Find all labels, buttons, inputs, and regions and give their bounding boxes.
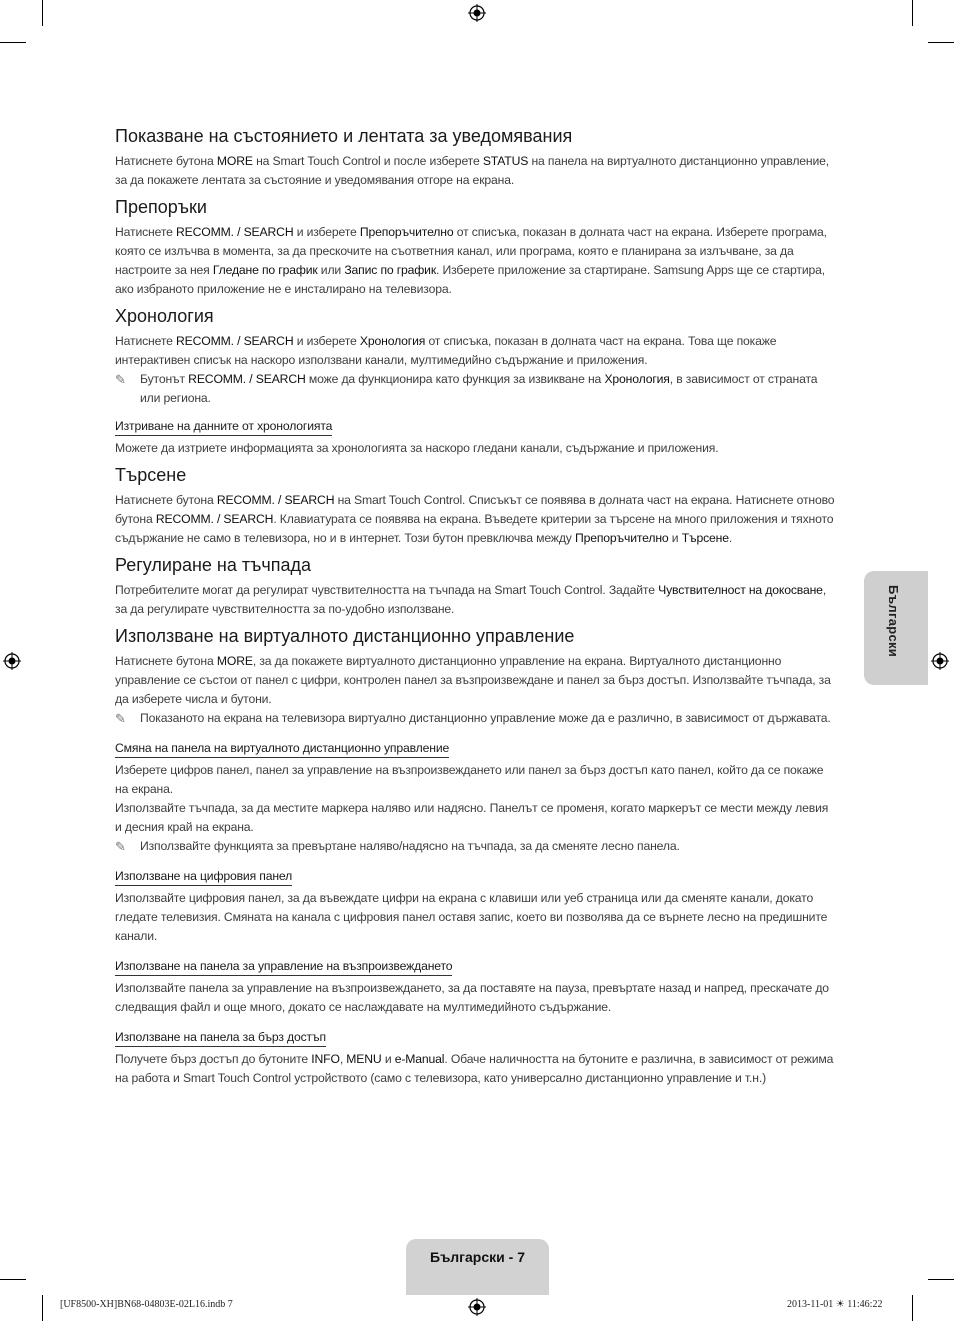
section-title: Използване на виртуалното дистанционно управление (115, 626, 575, 646)
crop-mark (912, 1295, 913, 1321)
pencil-note-icon: ✎ (115, 839, 126, 854)
paragraph: Получете бърз достъп до бутоните INFO, MENU и e-Manual. Обаче наличността на бутоните е различна, в зависимост от режима на работа и Smart Touch Control устройството (само с телевизора, като универсално дистанционно управление и т.н.) (115, 1052, 834, 1085)
registration-mark-icon (931, 652, 949, 670)
print-footer-file: [UF8500-XH]BN68-04803E-02L16.indb 7 (60, 1299, 233, 1310)
section-status-bar (115, 125, 835, 190)
crop-mark (0, 1279, 26, 1280)
subsection-title: Смяна на панела на виртуалното дистанционно управление (115, 740, 449, 758)
language-label: Български (886, 585, 901, 658)
section-title: Регулиране на тъчпада (115, 555, 312, 575)
section-recommendations (115, 196, 835, 299)
note: ✎ Бутонът RECOMM. / SEARCH може да функционира като функция за извикване на Хронология, в зависимост от страната или региона. (115, 372, 818, 405)
pencil-note-icon: ✎ (115, 372, 126, 387)
paragraph: Натиснете бутона RECOMM. / SEARCH на Smart Touch Control. Списъкът се появява в долната част на екрана. Натиснете отново бутона RECOMM. / SEARCH. Клавиатурата се появява на екрана. Въведете критерии за търсене на много приложения и тяхното съдържание не само в телевизора, но и в интернет. Този бутон превключва между Препоръчително и Търсене. (115, 493, 835, 545)
note: ✎ Използвайте функцията за превъртане наляво/надясно на тъчпада, за да сменяте лесно панела. (115, 839, 680, 854)
registration-mark-icon (3, 652, 21, 670)
section-title: Показване на състоянието и лентата за уведомявания (115, 126, 573, 146)
paragraph: Натиснете бутона MORE, за да покажете виртуалното дистанционно управление на екрана. Виртуалното дистанционно управление се състои от панел с цифри, контролен панел за възпроизвеждане и панел за бърз достъп. Използвайте тъчпада, за да изберете числа и бутони. (115, 654, 831, 706)
crop-mark (928, 1279, 954, 1280)
note: ✎ Показаното на екрана на телевизора виртуално дистанционно управление може да е различно, в зависимост от държавата. (115, 711, 831, 726)
section-title: Препоръки (115, 197, 207, 217)
paragraph: Използвайте цифровия панел, за да въвеждате цифри на екрана с клавиши или уеб страница или да сменяте канали, докато гледате телевизия. Смяната на канала с цифровия панел оставя запис, което ви позволява да се върнете лесно на предишните канали. (115, 891, 828, 943)
crop-mark (0, 42, 26, 43)
paragraph: Потребителите могат да регулират чувствителността на тъчпада на Smart Touch Control. Задайте Чувствителност на докосване, за да регулирате чувствителността за по-удобно използване. (115, 583, 827, 616)
paragraph: Натиснете RECOMM. / SEARCH и изберете Препоръчително от списъка, показан в долната част на екрана. Изберете програма, която се излъчва в момента, за да прескочите на съответния канал, или програма, която е планирана за излъчване, за да настроите за нея Гледане по график или Запис по график. Изберете приложение за стартиране. Samsung Apps ще се стартира, ако избраното приложение не е инсталирано на телевизора. (115, 225, 827, 296)
crop-mark (42, 0, 43, 26)
pencil-note-icon: ✎ (115, 711, 126, 726)
page-number-tab (406, 1239, 549, 1295)
section-virtual-remote (115, 625, 835, 1088)
section-search (115, 464, 835, 548)
section-history (115, 305, 835, 458)
section-title: Хронология (115, 306, 214, 326)
subsection-title: Използване на панела за управление на възпроизвеждането (115, 958, 452, 976)
paragraph: Можете да изтриете информацията за хронологията за наскоро гледани канали, съдържание и приложения. (115, 441, 719, 455)
paragraph: Използвайте панела за управление на възпроизвеждането, за да поставяте на пауза, превъртате назад и напред, прескачате до следващия файл и още много, докато се наслаждавате на мултимедийното съдържание. (115, 981, 829, 1014)
paragraph: Натиснете RECOMM. / SEARCH и изберете Хронология от списъка, показан в долната част на екрана. Това ще покаже интерактивен списък на наскоро използвани канали, мултимедийно съдържание и приложения. (115, 334, 777, 367)
section-title: Търсене (115, 465, 187, 485)
subsection-title: Изтриване на данните от хронологията (115, 418, 332, 436)
print-footer-timestamp: 2013-11-01 ☀ 11:46:22 (787, 1299, 883, 1310)
language-side-tab (864, 571, 928, 685)
crop-mark (42, 1295, 43, 1321)
subsection-title: Използване на панела за бърз достъп (115, 1029, 326, 1047)
registration-mark-icon (468, 4, 486, 22)
document-body (115, 125, 835, 1088)
section-touchpad (115, 554, 835, 619)
subsection-title: Използване на цифровия панел (115, 868, 292, 886)
paragraph: Натиснете бутона MORE на Smart Touch Control и после изберете STATUS на панела на виртуалното дистанционно управление, за да покажете лентата за състояние и уведомявания отгоре на екрана. (115, 154, 830, 187)
registration-mark-icon (468, 1298, 486, 1316)
crop-mark (912, 0, 913, 26)
page-number: Български - 7 (430, 1249, 525, 1265)
paragraph: Изберете цифров панел, панел за управление на възпроизвеждането или панел за бърз достъп като панел, който да се покаже на екрана. (115, 763, 824, 796)
paragraph: Използвайте тъчпада, за да местите маркера наляво или надясно. Панелът се променя, когато маркерът се мести между левия и десния край на екрана. (115, 801, 829, 834)
crop-mark (928, 42, 954, 43)
